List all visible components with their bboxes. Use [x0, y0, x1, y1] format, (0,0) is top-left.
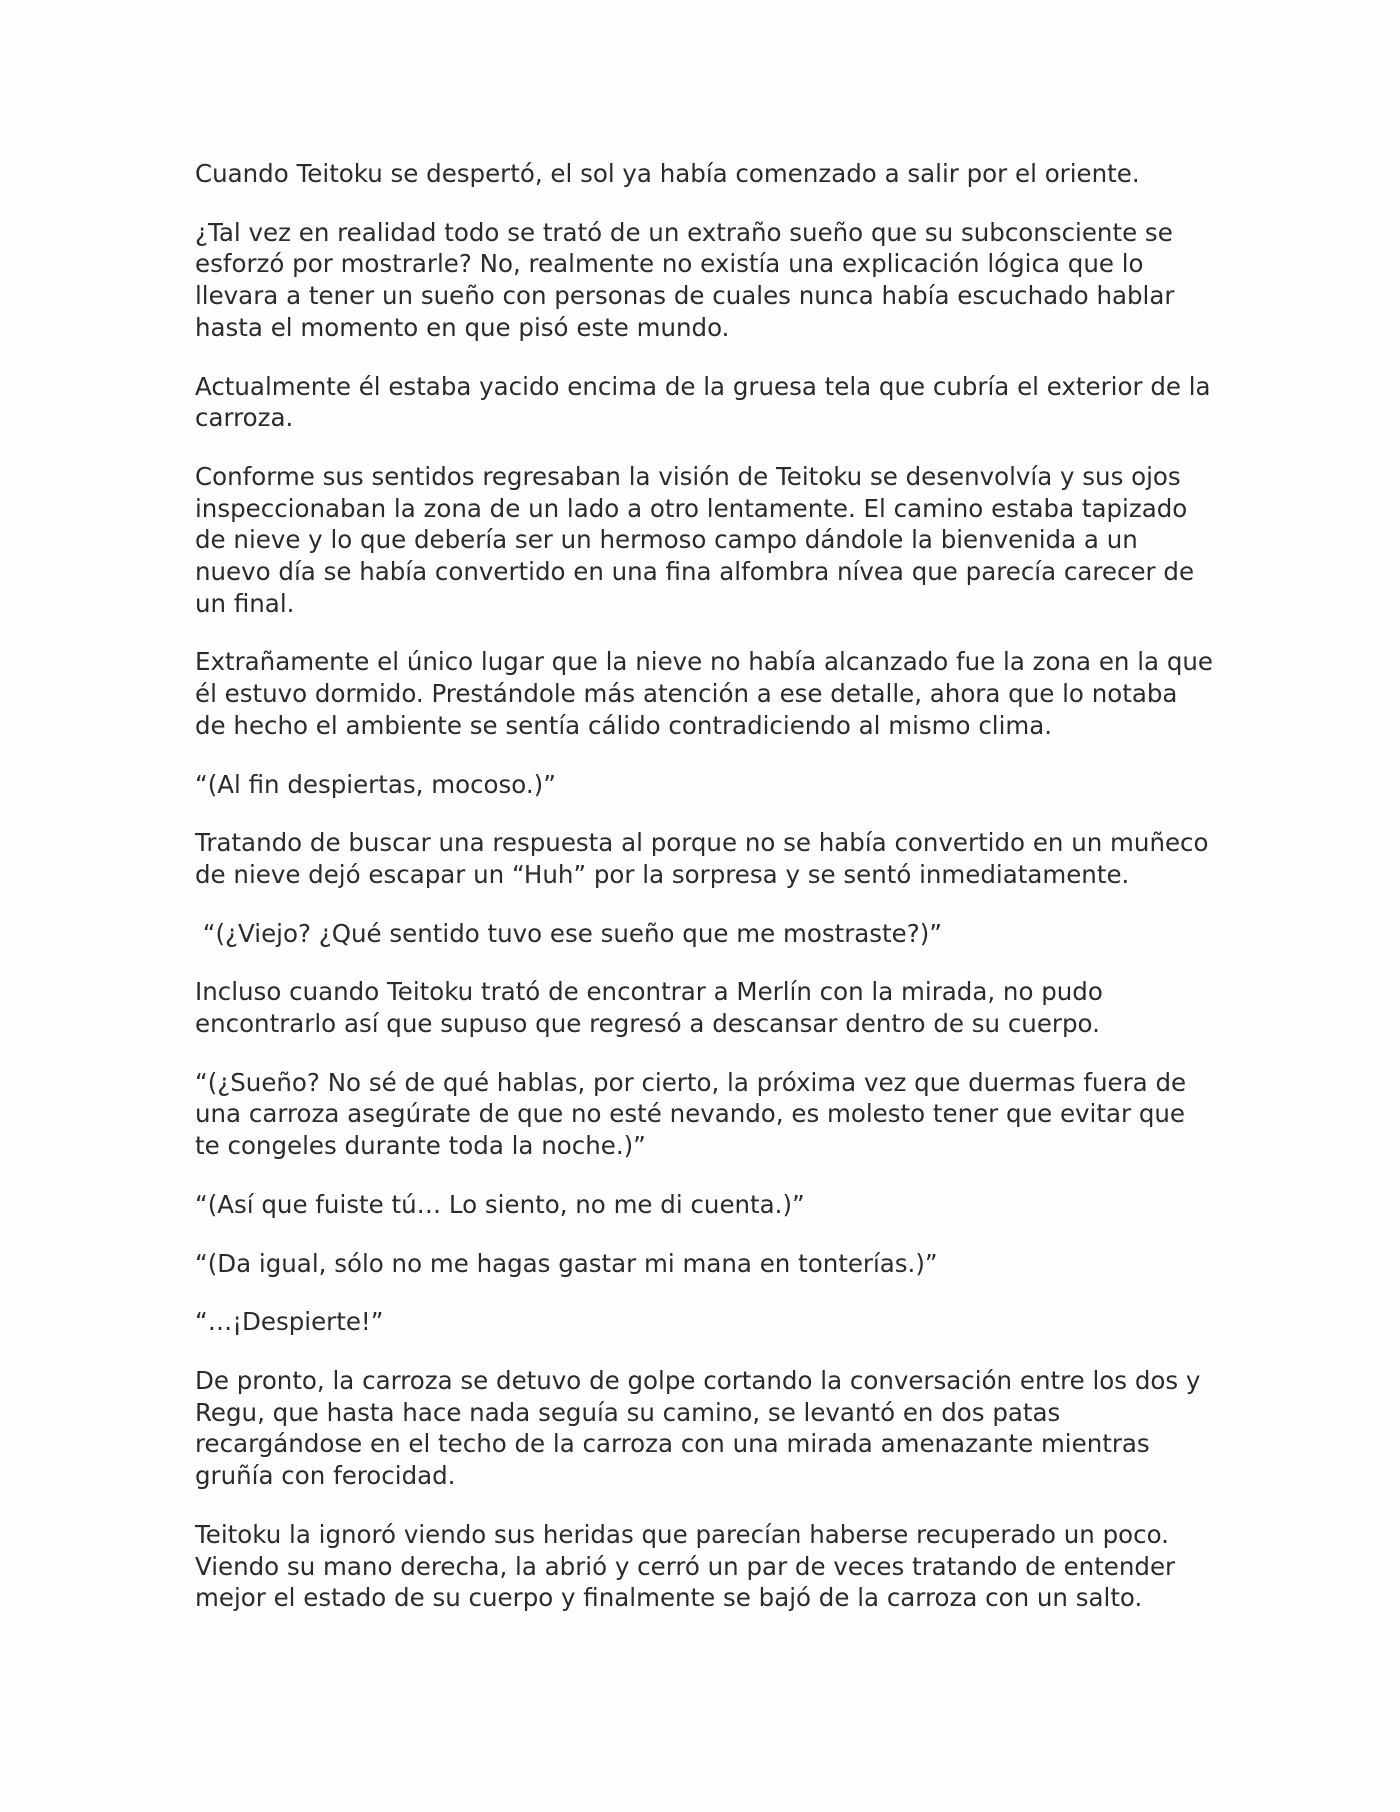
- document-body: [195, 158, 1215, 1641]
- paragraph: Incluso cuando Teitoku trató de encontrar a Merlín con la mirada, no pudo encontrarlo así que supuso que regresó a descansar dentro de su cuerpo.: [195, 977, 1103, 1039]
- dialogue-line: “(¿Viejo? ¿Qué sentido tuvo ese sueño que me mostraste?)”: [195, 918, 942, 948]
- dialogue-line: “(Así que fuiste tú… Lo siento, no me di cuenta.)”: [195, 1189, 805, 1219]
- paragraph: Conforme sus sentidos regresaban la visión de Teitoku se desenvolvía y sus ojos inspeccionaban la zona de un lado a otro lentamente. El camino estaba tapizado de nieve y lo que debería ser un hermoso campo dándole la bienvenida a un nuevo día se había convertido en una fina alfombra nívea que parecía carecer de un final.: [195, 461, 1195, 618]
- dialogue-line: “(Al fin despiertas, mocoso.)”: [195, 769, 556, 799]
- paragraph: ¿Tal vez en realidad todo se trató de un extraño sueño que su subconsciente se esforzó por mostrarle? No, realmente no existía una explicación lógica que lo llevara a tener un sueño con personas de cuales nunca había escuchado hablar hasta el momento en que pisó este mundo.: [195, 217, 1175, 342]
- dialogue-line: “(Da igual, sólo no me hagas gastar mi mana en tonterías.)”: [195, 1248, 938, 1278]
- paragraph: Actualmente él estaba yacido encima de la gruesa tela que cubría el exterior de la carroza.: [195, 371, 1211, 433]
- paragraph: Extrañamente el único lugar que la nieve no había alcanzado fue la zona en la que él estuvo dormido. Prestándole más atención a ese detalle, ahora que lo notaba de hecho el ambiente se sentía cálido contradiciendo al mismo clima.: [195, 647, 1213, 740]
- paragraph: Teitoku la ignoró viendo sus heridas que parecían haberse recuperado un poco. Viendo su mano derecha, la abrió y cerró un par de veces tratando de entender mejor el estado de su cuerpo y finalmente se bajó de la carroza con un salto.: [195, 1519, 1176, 1613]
- dialogue-line: “(¿Sueño? No sé de qué hablas, por cierto, la próxima vez que duermas fuera de una carroza asegúrate de que no esté nevando, es molesto tener que evitar que te congeles durante toda la noche.)”: [195, 1067, 1187, 1161]
- paragraph: Tratando de buscar una respuesta al porque no se había convertido en un muñeco de nieve dejó escapar un “Huh” por la sorpresa y se sentó inmediatamente.: [195, 828, 1209, 889]
- paragraph: De pronto, la carroza se detuvo de golpe cortando la conversación entre los dos y Regu, que hasta hace nada seguía su camino, se levantó en dos patas recargándose en el techo de la carroza con una mirada amenazante mientras gruñía con ferocidad.: [195, 1365, 1201, 1491]
- dialogue-line: “…¡Despierte!”: [195, 1307, 384, 1337]
- paragraph: Cuando Teitoku se despertó, el sol ya había comenzado a salir por el oriente.: [195, 159, 1140, 188]
